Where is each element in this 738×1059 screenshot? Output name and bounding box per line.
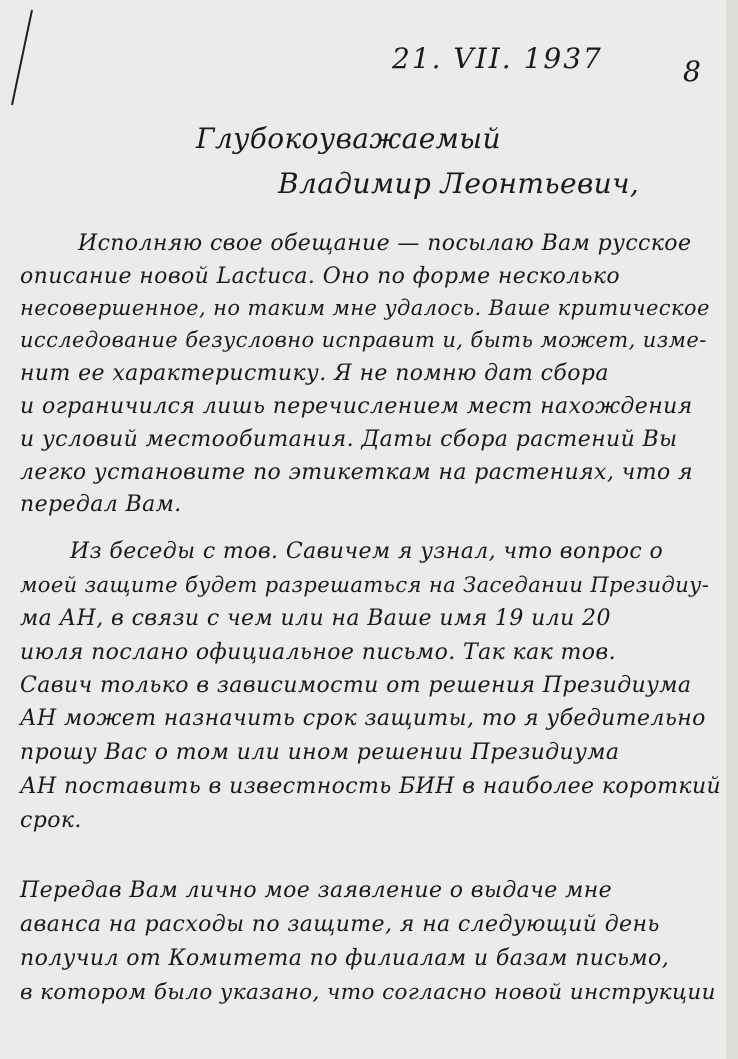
text-line: АН может назначить срок защиты, то я убедительно <box>20 706 706 731</box>
text-line: в котором было указано, что согласно новой инструкции <box>20 980 716 1005</box>
page-number: 8 <box>683 55 702 88</box>
salutation-name: Владимир Леонтьевич, <box>278 167 640 200</box>
text-line: аванса на расходы по защите, я на следующий день <box>20 912 660 937</box>
text-line: Исполняю свое обещание — посылаю Вам русское <box>78 231 692 256</box>
text-line: исследование безусловно исправит и, быть может, изме- <box>20 328 707 352</box>
text-line: Из беседы с тов. Савичем я узнал, что вопрос о <box>70 539 664 564</box>
text-line: нит ее характеристику. Я не помню дат сбора <box>20 361 609 386</box>
text-line: июля послано официальное письмо. Так как тов. <box>20 640 617 665</box>
text-line: Савич только в зависимости от решения Президиума <box>20 673 692 698</box>
text-line: описание новой Lactuca. Оно по форме несколько <box>20 264 621 289</box>
text-line: АН поставить в известность БИН в наиболее короткий <box>20 774 722 799</box>
letter-date: 21. VII. 1937 <box>392 42 603 75</box>
text-line: несовершенное, но таким мне удалось. Ваше критическое <box>20 296 710 320</box>
text-line: легко установите по этикеткам на растениях, что я <box>20 460 694 485</box>
text-line: срок. <box>20 808 82 833</box>
salutation-greeting: Глубокоуважаемый <box>196 122 501 155</box>
text-line: ма АН, в связи с чем или на Ваше имя 19 или 20 <box>20 606 611 631</box>
text-line: и ограничился лишь перечислением мест нахождения <box>20 394 693 419</box>
text-line: прошу Вас о том или ином решении Президиума <box>20 740 620 765</box>
text-line: моей защите будет разрешаться на Заседании Президиу- <box>20 573 710 597</box>
text-line: Передав Вам лично мое заявление о выдаче мне <box>20 878 613 903</box>
text-line: передал Вам. <box>20 492 182 517</box>
text-line: получил от Комитета по филиалам и базам письмо, <box>20 946 670 971</box>
text-line: и условий местообитания. Даты сбора растений Вы <box>20 427 678 452</box>
